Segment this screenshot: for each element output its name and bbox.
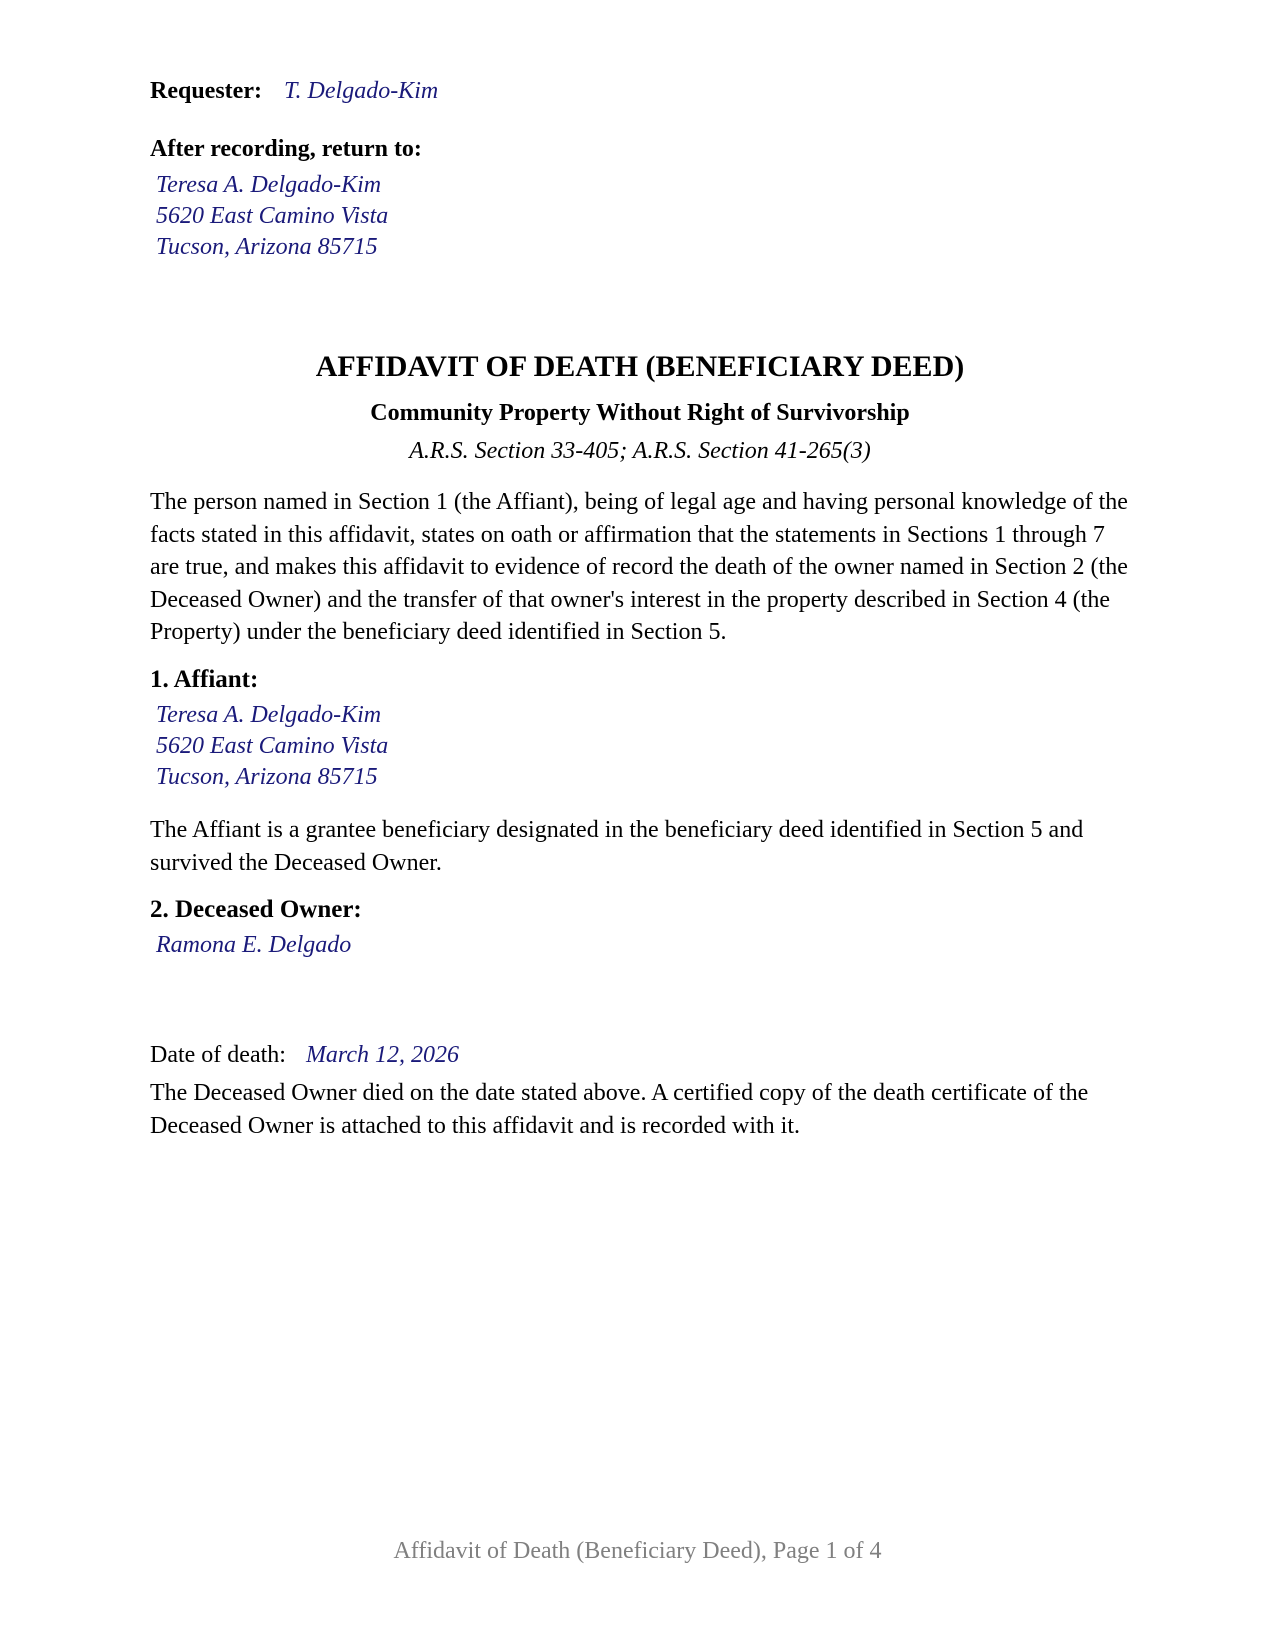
affiant-paragraph: The Affiant is a grantee beneficiary designated in the beneficiary deed identified in Section 5 and survived the Deceased Owner. (150, 817, 1084, 876)
affiant-address (150, 700, 388, 793)
section-2-heading: 2. Deceased Owner: (150, 896, 362, 923)
return-to-label: After recording, return to: (150, 136, 422, 162)
affiant-city: Tucson, Arizona 85715 (156, 764, 378, 790)
date-of-death-label: Date of death: (150, 1042, 286, 1068)
section-1-heading: 1. Affiant: (150, 666, 259, 693)
date-of-death-line (150, 1042, 459, 1069)
requester-label: Requester: (150, 78, 262, 104)
document-title: AFFIDAVIT OF DEATH (BENEFICIARY DEED) (315, 350, 965, 383)
requester-line (150, 78, 438, 105)
return-to-street: 5620 East Camino Vista (156, 203, 389, 229)
return-to-city: Tucson, Arizona 85715 (156, 234, 378, 260)
deceased-owner-name: Ramona E. Delgado (156, 932, 352, 958)
affiant-name: Teresa A. Delgado-Kim (156, 702, 382, 728)
date-of-death-value: March 12, 2026 (305, 1042, 460, 1068)
requester-value: T. Delgado-Kim (283, 78, 439, 104)
affiant-street: 5620 East Camino Vista (156, 733, 389, 759)
return-to-name: Teresa A. Delgado-Kim (156, 172, 382, 198)
return-to-block (150, 136, 422, 263)
death-certificate-paragraph: The Deceased Owner died on the date stated above. A certified copy of the death certificate of the Deceased Owner is attached to this affidavit and is recorded with it. (150, 1080, 1089, 1139)
document-subtitle: Community Property Without Right of Survivorship (370, 400, 910, 426)
statute-citation: A.R.S. Section 33-405; A.R.S. Section 41-265(3) (409, 438, 871, 464)
page-footer: Affidavit of Death (Beneficiary Deed), Page 1 of 4 (393, 1538, 882, 1564)
intro-paragraph: The person named in Section 1 (the Affiant), being of legal age and having personal knowledge of the facts stated in this affidavit, states on oath or affirmation that the statements in Sections 1 through 7 are true, and makes this affidavit to evidence of record the death of the owner named in Section 2 (the Deceased Owner) and the transfer of that owner's interest in the property described in Section 4 (the Property) under the beneficiary deed identified in Section 5. (150, 489, 1128, 645)
